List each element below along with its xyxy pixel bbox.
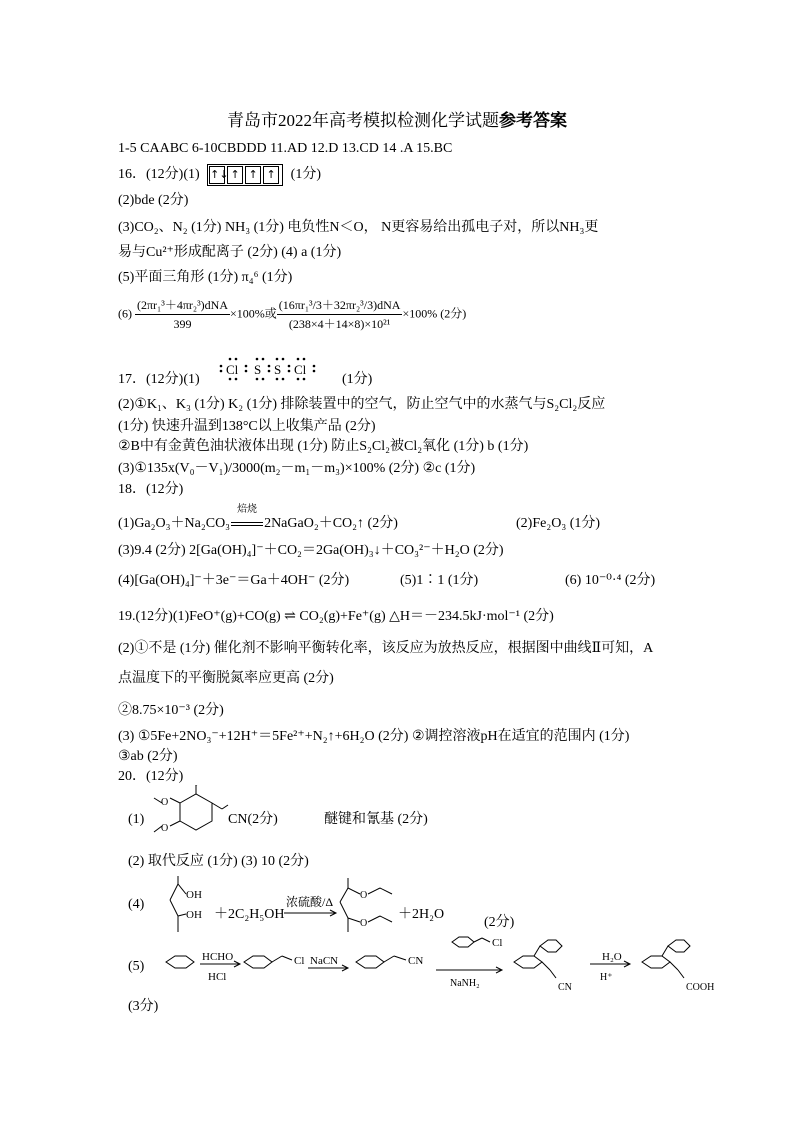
- atom-label: Cl: [226, 362, 239, 377]
- fraction-1: $\frac{\text{(2πr₁³＋4πr₂³)dNA}}{399}$: [137, 298, 228, 331]
- q20-p1b: 醚键和氰基 (2分): [324, 812, 428, 827]
- q18-l1: (1)Ga₂O₃＋Na₂CO₃ 焙烧 2NaGaO₂＋CO₂↑ (2分): [118, 504, 398, 531]
- page-title: 青岛市2022年高考模拟检测化学试题参考答案: [227, 111, 567, 130]
- q18-l3a: (4)[Ga(OH)₄]⁻＋3e⁻＝Ga＋4OH⁻ (2分): [118, 573, 350, 588]
- q16-p5: (5)平面三角形 (1分) π₄⁶ (1分): [118, 270, 293, 285]
- q17-l4: ②B中有金黄色油状液体出现 (1分) 防止S₂Cl₂被Cl₂氧化 (1分) b (1分): [118, 439, 529, 454]
- reaction-arrow: [284, 909, 340, 917]
- reagent-label: HCHO: [202, 951, 234, 963]
- q17-score1: (1分): [342, 372, 373, 387]
- orbital-box: ↑: [245, 166, 261, 184]
- atom-label: O: [161, 797, 169, 808]
- q17-l2: (2)①K₁、K₃ (1分) K₂ (1分) 排除装置中的空气，防止空气中的水蒸气与S₂Cl₂反应: [118, 397, 606, 412]
- reagent-label: H⁺: [600, 972, 613, 983]
- q16-p3b: 易与Cu²⁺形成配离子 (2分) (4) a (1分): [118, 245, 342, 260]
- reagent-label: H₂O: [602, 951, 622, 963]
- q17-l5: (3)①135x(V₀－V₁)/3000(m₂－m₁－m₃)×100% (2分) ②c (1分): [118, 461, 476, 476]
- reagent-label: NaNH₂: [450, 978, 480, 989]
- q18-l3b: (5)1∶1 (1分): [400, 573, 479, 588]
- q19-l1: 19.(12分)(1)FeO⁺(g)+CO(g) ⇌ CO₂(g)+Fe⁺(g) △H＝－234.5kJ·mol⁻¹ (2分): [118, 609, 554, 624]
- mc-answers: 1-5 CAABC 6-10CBDDD 11.AD 12.D 13.CD 14 .A 15.BC: [118, 141, 453, 156]
- q19-l6: ③ab (2分): [118, 749, 178, 764]
- atom-label: CN: [558, 982, 572, 993]
- q19-l3: 点温度下的平衡脱氮率应更高 (2分): [118, 671, 334, 686]
- q17-head: 17．(12分)(1): [118, 372, 200, 387]
- synthesis-route: [160, 934, 720, 996]
- reagent-label: NaCN: [310, 955, 339, 967]
- reagent-label: HCl: [208, 971, 227, 983]
- atom-label: Cl: [492, 937, 503, 949]
- orbital-diagram: [207, 164, 283, 186]
- orbital-box: ↑: [263, 166, 279, 184]
- structure-1: [150, 785, 230, 847]
- orbital-box: ↑: [227, 166, 243, 184]
- atom-label: S: [274, 362, 282, 377]
- q20-p1: (1): [128, 812, 145, 827]
- reaction-arrow: 焙烧: [230, 515, 264, 533]
- q17-l3: (1分) 快速升温到138°C以上收集产品 (2分): [118, 419, 376, 434]
- atom-label: O: [161, 823, 169, 834]
- q16-p6: (6) $\frac{\text{(2πr₁³＋4πr₂³)dNA}}{399}$ ×100%或 $\frac{\text{(16πr₁³/3＋32πr₂³/3)dNA}}{\text{(238×4＋14×8)×10²¹}}$ ×100% (2分): [118, 298, 467, 331]
- q20-p4: (4): [128, 897, 145, 912]
- q20-cond4: 浓硫酸/Δ: [286, 895, 334, 909]
- q19-l5: (3) ①5Fe+2NO₃⁻+12H⁺＝5Fe²⁺+N₂↑+6H₂O (2分) ②调控溶液pH在适宜的范围内 (1分): [118, 729, 630, 744]
- atom-label: O: [360, 918, 368, 929]
- q19-l2: (2)①不是 (1分) 催化剂不影响平衡转化率，该反应为放热反应，根据图中曲线Ⅱ可知，A: [118, 641, 654, 656]
- atom-label: CN: [408, 955, 424, 967]
- q20-score5: (3分): [128, 999, 159, 1014]
- atom-label: S: [254, 362, 262, 377]
- q20-plus2: ＋2H₂O: [398, 907, 445, 922]
- q20-plus1: ＋2C₂H₅OH: [214, 907, 285, 922]
- q20-cn: CN(2分): [228, 812, 278, 827]
- atom-label: O: [360, 890, 368, 901]
- s2cl2-lewis-structure: [218, 356, 318, 382]
- q18-l1c: (2)Fe₂O₃ (1分): [516, 516, 601, 531]
- q16-head-line: 16．(12分)(1) ↑↓ ↑ ↑ ↑ (1分): [118, 164, 321, 186]
- q20-p5: (5): [128, 959, 145, 974]
- atom-label: COOH: [686, 982, 715, 993]
- atom-label: OH: [186, 909, 202, 921]
- q16-p3a: (3)CO₂、N₂ (1分) NH₃ (1分) 电负性N＜O， N更容易给出孤电子对，所以NH₃更: [118, 220, 599, 235]
- atom-label: OH: [186, 889, 202, 901]
- q18-l2: (3)9.4 (2分) 2[Ga(OH)₄]⁻＋CO₂＝2Ga(OH)₃↓＋CO₃²⁻＋H₂O (2分): [118, 543, 504, 558]
- atom-label: Cl: [294, 955, 305, 967]
- q16-p2: (2)bde (2分): [118, 193, 189, 208]
- q18-head: 18．(12分): [118, 482, 184, 497]
- q20-head: 20．(12分): [118, 769, 184, 784]
- fraction-2: $\frac{\text{(16πr₁³/3＋32πr₂³/3)dNA}}{\text{(238×4＋14×8)×10²¹}}$: [278, 298, 401, 331]
- atom-label: Cl: [294, 362, 307, 377]
- q19-l4: ②8.75×10⁻³ (2分): [118, 703, 224, 718]
- q18-l3c: (6) 10⁻⁰·⁴ (2分): [565, 573, 656, 588]
- q20-score4: (2分): [484, 915, 515, 930]
- q20-p2: (2) 取代反应 (1分) (3) 10 (2分): [128, 854, 309, 869]
- orbital-box: ↑↓: [209, 166, 225, 184]
